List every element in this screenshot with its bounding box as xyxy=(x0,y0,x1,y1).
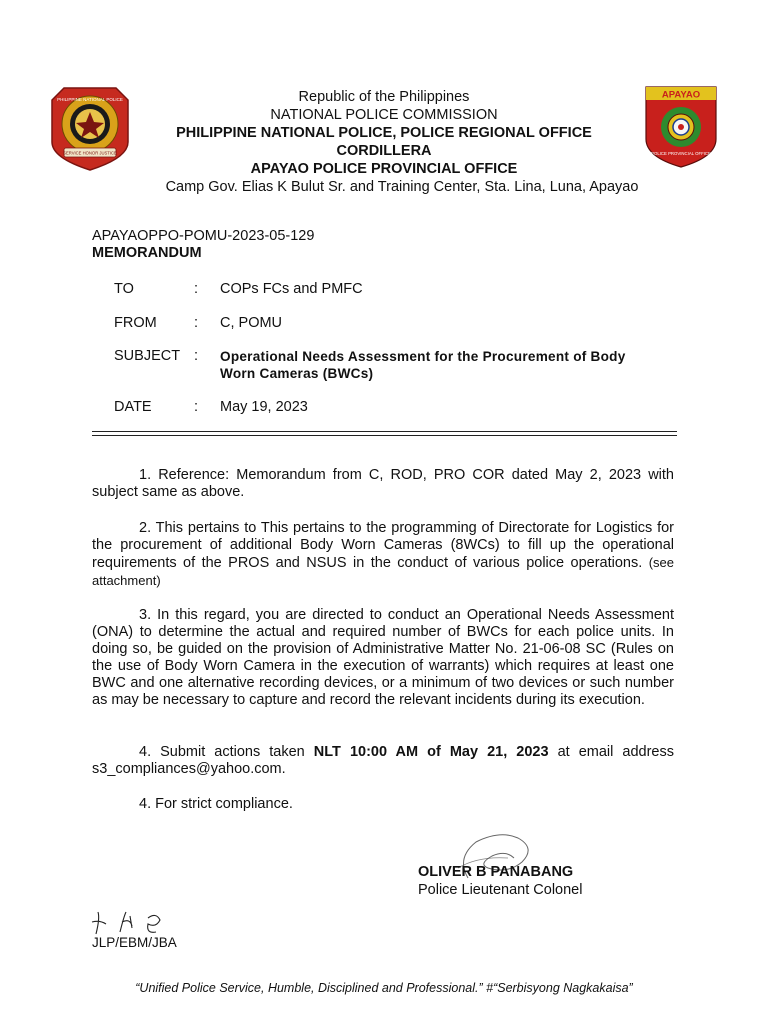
signatory-title: Police Lieutenant Colonel xyxy=(418,882,583,898)
document-type: MEMORANDUM xyxy=(92,245,202,261)
header-pnp-pro: PHILIPPINE NATIONAL POLICE, POLICE REGIONAL OFFICE xyxy=(176,125,592,141)
date-colon: : xyxy=(194,399,199,415)
to-value: COPs FCs and PMFC xyxy=(220,281,363,297)
divider-bottom xyxy=(92,435,677,436)
to-label: TO xyxy=(114,281,134,297)
paragraph-pertains xyxy=(92,520,674,590)
submit-pre-text: 4. Submit actions taken xyxy=(139,744,305,760)
see-attachment-note: (see attachment) xyxy=(92,555,674,588)
submit-post-text: at email address s3_compliances@yahoo.com. xyxy=(92,744,674,777)
subject-line-2: Worn Cameras (BWCs) xyxy=(220,366,374,381)
to-colon: : xyxy=(194,281,199,297)
paragraph-submit xyxy=(92,744,674,778)
header-napolcom: NATIONAL POLICE COMMISSION xyxy=(270,107,498,123)
header-apayao-ppo: APAYAO POLICE PROVINCIAL OFFICE xyxy=(250,161,518,177)
from-label: FROM xyxy=(114,315,157,331)
header-cordillera: CORDILLERA xyxy=(336,143,432,159)
header-address: Camp Gov. Elias K Bulut Sr. and Training Center, Sta. Lina, Luna, Apayao xyxy=(165,179,639,195)
apayao-bottom-text: POLICE PROVINCIAL OFFICE xyxy=(651,151,711,156)
submit-deadline: NLT 10:00 AM of May 21, 2023 xyxy=(313,744,549,760)
from-value: C, POMU xyxy=(220,315,283,331)
divider-top xyxy=(92,431,677,432)
apayao-top-text: APAYAO xyxy=(661,89,701,101)
date-label: DATE xyxy=(114,399,152,415)
paragraph-pertains-text: 2. This pertains to This pertains to the programming of Directorate for Logistics for the procurement of additional Body Worn Cameras (8WCs) to fill up the operational requirements of the PROS and NSUS in the conduct of various police operations. xyxy=(92,520,674,571)
typist-initials: JLP/EBM/JBA xyxy=(92,935,177,950)
pnp-banner-text: SERVICE HONOR JUSTICE xyxy=(63,150,117,156)
paragraph-directive: 3. In this regard, you are directed to conduct an Operational Needs Assessment (ONA) to determine the actual and required number of BWCs for each police units. In doing so, be guided on the provision of Administrative Matter No. 21-06-08 SC (Rules on the use of Body Worn Camera in the execution of warrants) which requires at least one BWC and one alternative recording devices, or a minimum of two devices or such number as may be necessary to capture and record the relevant incidents during its execution. xyxy=(92,607,674,708)
subject-line-1: Operational Needs Assessment for the Procurement of Body xyxy=(220,349,626,364)
signature-mark xyxy=(448,828,548,890)
paragraph-reference: 1. Reference: Memorandum from C, ROD, PRO COR dated May 2, 2023 with subject same as above. xyxy=(92,467,674,500)
initials-signatures xyxy=(86,908,168,938)
header-republic: Republic of the Philippines xyxy=(298,89,470,105)
from-colon: : xyxy=(194,315,199,331)
pnp-ring-text: PHILIPPINE NATIONAL POLICE xyxy=(57,97,123,102)
reference-number: APAYAOPPO-POMU-2023-05-129 xyxy=(92,228,315,244)
subject-colon: : xyxy=(194,348,199,364)
paragraph-compliance: 4. For strict compliance. xyxy=(139,796,293,812)
footer-motto: “Unified Police Service, Humble, Disciplined and Professional.” #“Serbisyong Nagkakaisa” xyxy=(135,981,633,995)
signatory-name: OLIVER B PANABANG xyxy=(418,864,574,880)
date-value: May 19, 2023 xyxy=(220,399,308,415)
subject-label: SUBJECT xyxy=(114,348,181,364)
